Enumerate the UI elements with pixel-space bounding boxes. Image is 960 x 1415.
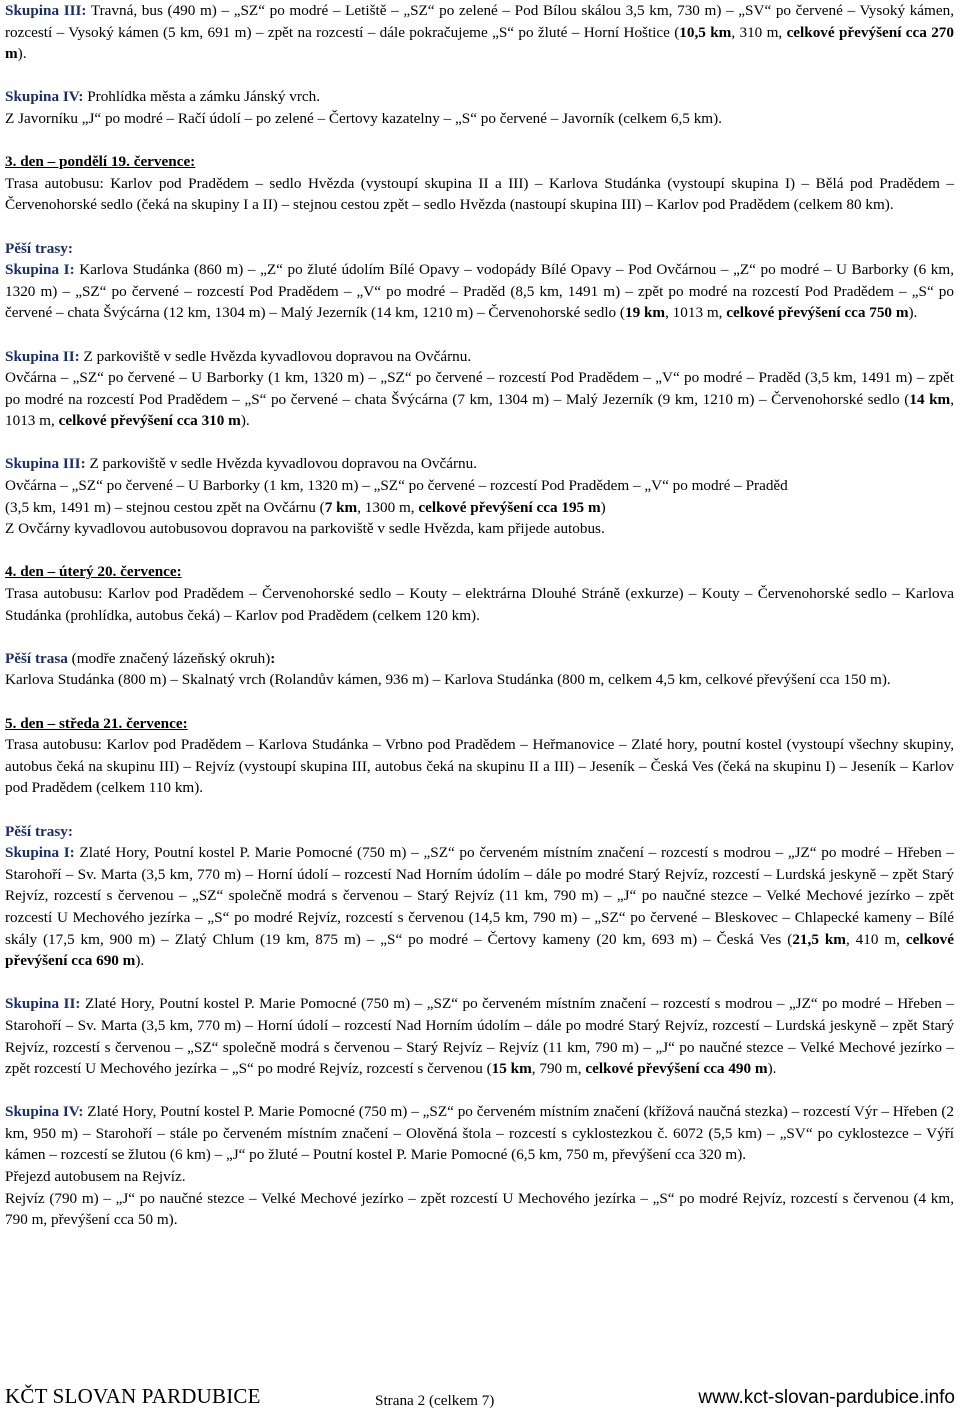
text-run: Rejvíz (790 m) – „J“ po naučné stezce – Velké Mechové jezírko – zpět rozcestí U Mechového jezírka – „S“ po modré Rejvíz, rozcestí s červenou (4 km, 790 m, převýšení cca 50 m).: [5, 1189, 954, 1229]
paragraph: [5, 151, 954, 173]
text-run: , 1300 m,: [357, 498, 419, 516]
emphasized-text: 5. den – středa 21. července:: [5, 714, 188, 732]
text-run: Zlaté Hory, Poutní kostel P. Marie Pomocné (750 m) – „SZ“ po červeném místním značení – rozcestí s modrou – „JZ“ po modré – Hřeben – Starohoří – Sv. Marta (3,5 km, 770 m) – Horní údolí – rozcestí Nad Horním údolím – dále po modré Starý Rejvíz, rozcestí – Lurdská jeskyně – zpět Starý Rejvíz, rozcestí s červenou – „SZ“ společně modrá s červenou – Starý Rejvíz (11 km, 790 m) – „J“ po naučné stezce – Velké Mechové jezírko – zpět rozcestí U Mechového jezírka – „S“ po modré Rejvíz, rozcestí s červenou (14,5 km, 790 m) – „SZ“ po červené – Bleskovec – Chlapecké kameny – Bílé skály (17,5 km, 900 m) – Zlatý Chlum (19 km, 875 m) – „S“ po modré – Čertovy kameny (20 km, 693 m) – Česká Ves (: [5, 844, 955, 948]
document-body: [5, 0, 954, 1231]
paragraph-spacer: [5, 324, 954, 346]
text-run: , 310 m,: [731, 23, 787, 41]
text-run: Ovčárna – „SZ“ po červené – U Barborky (1 km, 1320 m) – „SZ“ po červené – rozcestí Pod Pradědem – „V“ po modré – Praděd (3,5 km, 1491 m) – zpět po modré na rozcestí Pod Pradědem – „S“ po červené – chata Švýcárna (7 km, 1304 m) – Malý Jezerník (9 km, 1210 m) – Červenohorské sedlo (: [5, 369, 954, 408]
text-run: ).: [908, 304, 918, 322]
text-run: , 1013 m,: [665, 304, 727, 322]
paragraph: [5, 346, 954, 368]
text-run: ).: [135, 952, 145, 970]
text-run: ).: [767, 1060, 777, 1078]
paragraph: [5, 993, 954, 1079]
emphasized-text: 3. den – pondělí 19. července:: [5, 153, 196, 171]
text-run: Přejezd autobusem na Rejvíz.: [5, 1168, 186, 1186]
text-run: Prohlídka města a zámku Jánský vrch.: [83, 88, 321, 106]
paragraph: [5, 1166, 954, 1188]
emphasized-text: celkové převýšení cca 690 m: [5, 930, 954, 970]
text-run: Z parkoviště v sedle Hvězda kyvadlovou dopravou na Ovčárnu.: [79, 347, 472, 365]
emphasized-text: celkové převýšení cca 490 m: [585, 1060, 768, 1078]
text-run: Karlova Studánka (800 m) – Skalnatý vrch (Rolandův kámen, 936 m) – Karlova Studánka (800 m, celkem 4,5 km, celkové převýšení cca 150 m).: [5, 671, 891, 689]
text-run: Z parkoviště v sedle Hvězda kyvadlovou dopravou na Ovčárnu.: [85, 455, 478, 473]
text-run: Ovčárna – „SZ“ po červené – U Barborky (1 km, 1320 m) – „SZ“ po červené – rozcestí Pod Pradědem – „V“ po modré – Praděd: [5, 477, 788, 495]
text-run: , 1013 m,: [5, 390, 954, 430]
paragraph-spacer: [5, 130, 954, 152]
text-run: ): [600, 498, 606, 516]
paragraph: [5, 842, 954, 972]
emphasized-text: celkové převýšení cca 310 m: [58, 412, 241, 430]
section-label: Pěší trasy:: [5, 822, 73, 840]
section-label: Skupina III:: [5, 455, 86, 473]
text-run: Zlaté Hory, Poutní kostel P. Marie Pomocné (750 m) – „SZ“ po červeném místním značení – rozcestí s modrou – „JZ“ po modré – Hřeben – Starohoří – Sv. Marta (3,5 km, 770 m) – Horní údolí – rozcestí Nad Horním údolím – dále po modré Starý Rejvíz, rozcestí – Lurdská jeskyně – zpět Starý Rejvíz, rozcestí s červenou – „SZ“ společně modrá s červenou – Starý Rejvíz – Rejvíz (11 km, 790 m) – „J“ po naučné stezce – Velké Mechové jezírko – zpět rozcestí U Mechového jezírka – „S“ po modré Rejvíz, rozcestí s červenou (: [5, 995, 954, 1078]
text-run: Trasa autobusu: Karlov pod Pradědem – sedlo Hvězda (vystoupí skupina II a III) – Karlova Studánka (vystoupí skupina I) – Bělá pod Pradědem – Červenohorské sedlo (čeká na skupiny I a II) – stejnou cestou zpět – sedlo Hvězda (nastoupí skupina III) – Karlov pod Pradědem (celkem 80 km).: [5, 174, 954, 214]
paragraph-spacer: [5, 432, 954, 454]
paragraph-spacer: [5, 691, 954, 713]
text-run: , 790 m,: [531, 1060, 586, 1078]
paragraph: [5, 259, 954, 324]
emphasized-text: celkové převýšení cca 270 m: [5, 23, 954, 63]
paragraph: [5, 0, 954, 65]
text-run: Trasa autobusu: Karlov pod Pradědem – Červenohorské sedlo – Kouty – elektrárna Dlouhé Stráně (exkurze) – Kouty – Červenohorské sedlo – Karlova Studánka (prohlídka, autobus čeká) – Karlov pod Pradědem (celkem 120 km).: [5, 585, 954, 624]
emphasized-text: 10,5 km: [679, 23, 732, 41]
footer-club-name: KČT SLOVAN PARDUBICE: [5, 1384, 261, 1408]
emphasized-text: :: [270, 649, 276, 667]
paragraph: [5, 108, 954, 130]
emphasized-text: celkové převýšení cca 195 m: [418, 498, 601, 516]
text-run: Z Ovčárny kyvadlovou autobusovou dopravou na parkoviště v sedle Hvězda, kam přijede autobus.: [5, 520, 605, 538]
paragraph: [5, 1101, 954, 1166]
section-label: Skupina IV:: [5, 1103, 84, 1121]
paragraph-spacer: [5, 799, 954, 821]
paragraph-spacer: [5, 626, 954, 648]
section-label: Skupina I:: [5, 261, 75, 279]
section-label: Pěší trasy:: [5, 239, 73, 257]
paragraph-spacer: [5, 1080, 954, 1102]
emphasized-text: 21,5 km: [792, 930, 846, 948]
emphasized-text: celkové převýšení cca 750 m: [726, 304, 909, 322]
emphasized-text: 15 km: [491, 1060, 532, 1078]
paragraph: [5, 669, 954, 691]
section-label: Pěší trasa: [5, 649, 68, 667]
text-run: (3,5 km, 1491 m) – stejnou cestou zpět na Ovčárnu (: [5, 498, 325, 516]
text-run: Zlaté Hory, Poutní kostel P. Marie Pomocné (750 m) – „SZ“ po červeném místním značení (křížová naučná stezka) – rozcestí Výr – Hřeben (2 km, 950 m) – Starohoří – stále po červeném místním značení – Olověná štola – rozcestí s cyklostezkou č. 6072 (5,5 km) – „SV“ po cyklostezce – Výří kámen – rozcestí se žlutou (6 km) – „J“ po žluté – Poutní kostel P. Marie Pomocné (6,5 km, 750 m, převýšení cca 320 m).: [5, 1103, 954, 1164]
footer-page-number: Strana 2 (celkem 7): [375, 1392, 495, 1409]
paragraph: [5, 86, 954, 108]
paragraph: [5, 173, 954, 216]
text-run: ).: [240, 412, 250, 430]
paragraph: [5, 713, 954, 735]
footer-website-link[interactable]: www.kct-slovan-pardubice.info: [698, 1387, 955, 1408]
emphasized-text: 4. den – úterý 20. července:: [5, 563, 182, 581]
text-run: Z Javorníku „J“ po modré – Račí údolí – po zelené – Čertovy kazatelny – „S“ po červené – Javorník (celkem 6,5 km).: [5, 109, 722, 127]
text-run: Travná, bus (490 m) – „SZ“ po modré – Letiště – „SZ“ po zelené – Pod Bílou skálou 3,5 km, 730 m) – „SV“ po červené – Vysoký kámen, rozcestí – Vysoký kámen (5 km, 691 m) – zpět na rozcestí – dále pokračujeme „S“ po žluté – Horní Hoštice (: [5, 2, 954, 41]
paragraph: [5, 518, 954, 540]
text-run: ).: [17, 45, 27, 63]
emphasized-text: 19 km: [624, 304, 666, 322]
paragraph: [5, 648, 954, 670]
paragraph: [5, 583, 954, 626]
section-label: Skupina II:: [5, 995, 81, 1013]
paragraph: [5, 821, 954, 843]
text-run: , 410 m,: [845, 930, 906, 948]
text-run: (modře značený lázeňský okruh): [67, 649, 271, 667]
emphasized-text: 14 km: [909, 390, 951, 408]
paragraph-spacer: [5, 65, 954, 87]
paragraph: [5, 238, 954, 260]
section-label: Skupina IV:: [5, 88, 84, 106]
paragraph: [5, 367, 954, 432]
paragraph: [5, 497, 954, 519]
paragraph: [5, 1188, 954, 1231]
paragraph: [5, 453, 954, 475]
paragraph: [5, 734, 954, 799]
section-label: Skupina I:: [5, 844, 75, 862]
page-footer: [5, 1386, 955, 1410]
section-label: Skupina III:: [5, 2, 87, 19]
paragraph-spacer: [5, 540, 954, 562]
text-run: Trasa autobusu: Karlov pod Pradědem – Karlova Studánka – Vrbno pod Pradědem – Heřmanovice – Zlaté hory, poutní kostel (vystoupí všechny skupiny, autobus čeká na skupinu III) – Rejvíz (vystoupí skupina III, autobus čeká na skupinu II a III) – Jeseník – Česká Ves (čeká na skupinu I) – Jeseník – Karlov pod Pradědem (celkem 110 km).: [5, 736, 954, 797]
paragraph: [5, 561, 954, 583]
paragraph-spacer: [5, 972, 954, 994]
paragraph: [5, 475, 954, 497]
text-run: Karlova Studánka (860 m) – „Z“ po žluté údolím Bílé Opavy – vodopády Bílé Opavy – Pod Ovčárnou – „Z“ po modré – U Barborky (6 km, 1320 m) – „SZ“ po červené – rozcestí Pod Pradědem – „V“ po modré – Praděd (8,5 km, 1491 m) – zpět po modré na rozcestí Pod Pradědem – „S“ po červené – chata Švýcárna (12 km, 1304 m) – Malý Jezerník (14 km, 1210 m) – Červenohorské sedlo (: [5, 261, 954, 322]
emphasized-text: 7 km: [324, 498, 358, 516]
section-label: Skupina II:: [5, 347, 80, 365]
paragraph-spacer: [5, 216, 954, 238]
